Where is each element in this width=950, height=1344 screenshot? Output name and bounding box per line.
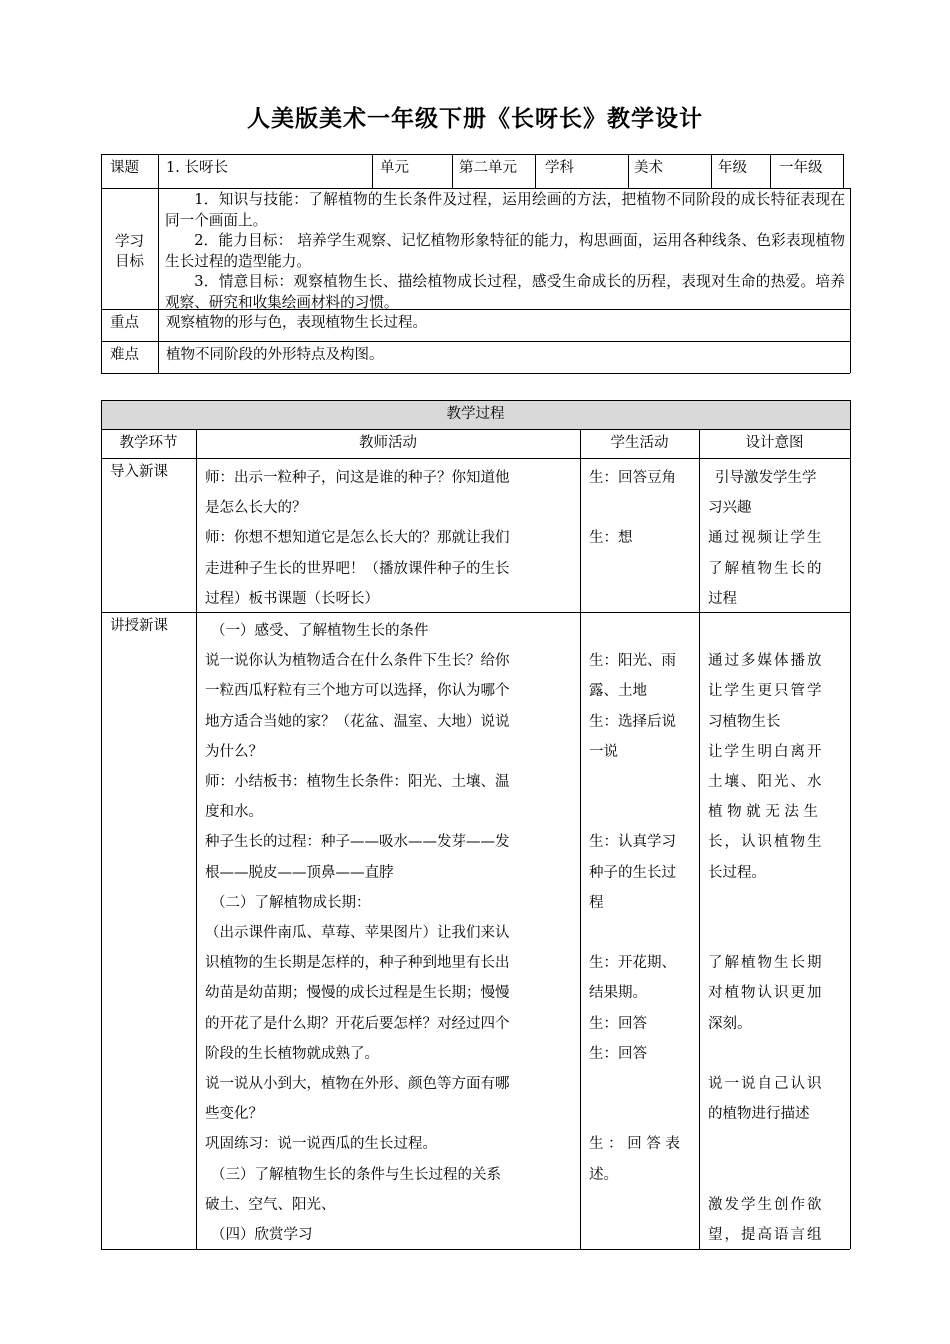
key-point-value: 观察植物的形与色，表现植物生长过程。 (166, 315, 427, 331)
design-intent-intro: 引导激发学生学 习兴趣 通过视频让学生 了解植物生长的 过程 (708, 470, 824, 607)
subject-value: 美术 (634, 160, 663, 176)
key-point-label: 重点 (110, 315, 139, 331)
difficulty-label: 难点 (110, 347, 139, 363)
grade-label: 年级 (718, 160, 747, 176)
objectives-label: 学习 目标 (115, 234, 144, 270)
process-header: 教学过程 (446, 406, 505, 422)
lesson-value: 1. 长呀长 (166, 160, 228, 176)
document-title: 人美版美术一年级下册《长呀长》教学设计 (247, 105, 703, 132)
stage-intro: 导入新课 (110, 464, 168, 480)
column-header-student: 学生活动 (610, 435, 669, 451)
unit-label: 单元 (380, 160, 409, 176)
student-activity-new-lesson: 生：阳光、雨 露、土地 生：选择后说 一说 生：认真学习 种子的生长过 程 生：开花期、 结果期。 生：回答 生：回答 生 ： 回 答 表 述。 (589, 653, 680, 1183)
objective-item: 2．能力目标： 培养学生观察、记忆植物形象特征的能力，构思画面，运用各种线条、色彩表现植物生长过程的造型能力。 (165, 232, 845, 270)
grade-value: 一年级 (779, 160, 823, 176)
student-activity-intro: 生：回答豆角 生：想 (589, 470, 676, 547)
objective-item: 1．知识与技能：了解植物的生长条件及过程，运用绘画的方法，把植物不同阶段的成长特征表现在同一个画面上。 (165, 191, 845, 229)
objective-item: 3．情意目标：观察植物生长、描绘植物成长过程，感受生命成长的历程，表现对生命的热爱。培养观察、研究和收集绘画材料的习惯。 (165, 273, 845, 311)
column-header-intent: 设计意图 (745, 435, 804, 451)
lesson-label: 课题 (110, 160, 139, 176)
subject-label: 学科 (545, 160, 574, 176)
teacher-activity-intro: 师：出示一粒种子，问这是谁的种子？你知道他 是怎么长大的？ 师：你想不想知道它是怎么长大的？那就让我们 走进种子生长的世界吧！（播放课件种子的生长 过程）板书课题（长呀长） (205, 470, 510, 607)
unit-value: 第二单元 (459, 160, 517, 176)
teacher-activity-new-lesson: （一）感受、了解植物生长的条件 说一说你认为植物适合在什么条件下生长？给你 一粒西瓜籽粒有三个地方可以选择，你认为哪个 地方适合当她的家？（花盆、温室、大地）说说 为什么？ 师：小结板书：植物生长条件：阳光、土壤、温 度和水。 种子生长的过程：种子——吸水——发芽——发 根——脱皮——顶鼻——直脖 （二）了解植物成长期： （出示课件南瓜、草莓、苹果图片）让我们来认 识植物的生长期是怎样的，种子种到地里有长出 幼苗是幼苗期；慢慢的成长过程是生长期；慢慢 的开花了是什么期？开花后要怎样？对经过四个 阶段的生长植物就成熟了。 说一说从小到大，植物在外形、颜色等方面有哪 些变化？ 巩固练习：说一说西瓜的生长过程。 （三）了解植物生长的条件与生长过程的关系 破土、空气、阳光、 （四）欣赏学习 (205, 623, 510, 1244)
column-header-stage: 教学环节 (119, 435, 178, 451)
design-intent-new-lesson: 通过多媒体播放 让学生更只管学 习植物生长 让学生明白离开 土壤、阳光、水 植 物 就 无 法 生 长，认识植物生 长过程。 了解植物生长期 对植物认识更加 深刻。 说一说自己认识 的植物进行描述 激发学生创作欲 望，提高语言组 (708, 653, 824, 1243)
stage-new-lesson: 讲授新课 (110, 618, 168, 634)
objectives-list (165, 190, 845, 313)
column-header-teacher: 教师活动 (359, 435, 417, 451)
difficulty-value: 植物不同阶段的外形特点及构图。 (166, 347, 384, 363)
